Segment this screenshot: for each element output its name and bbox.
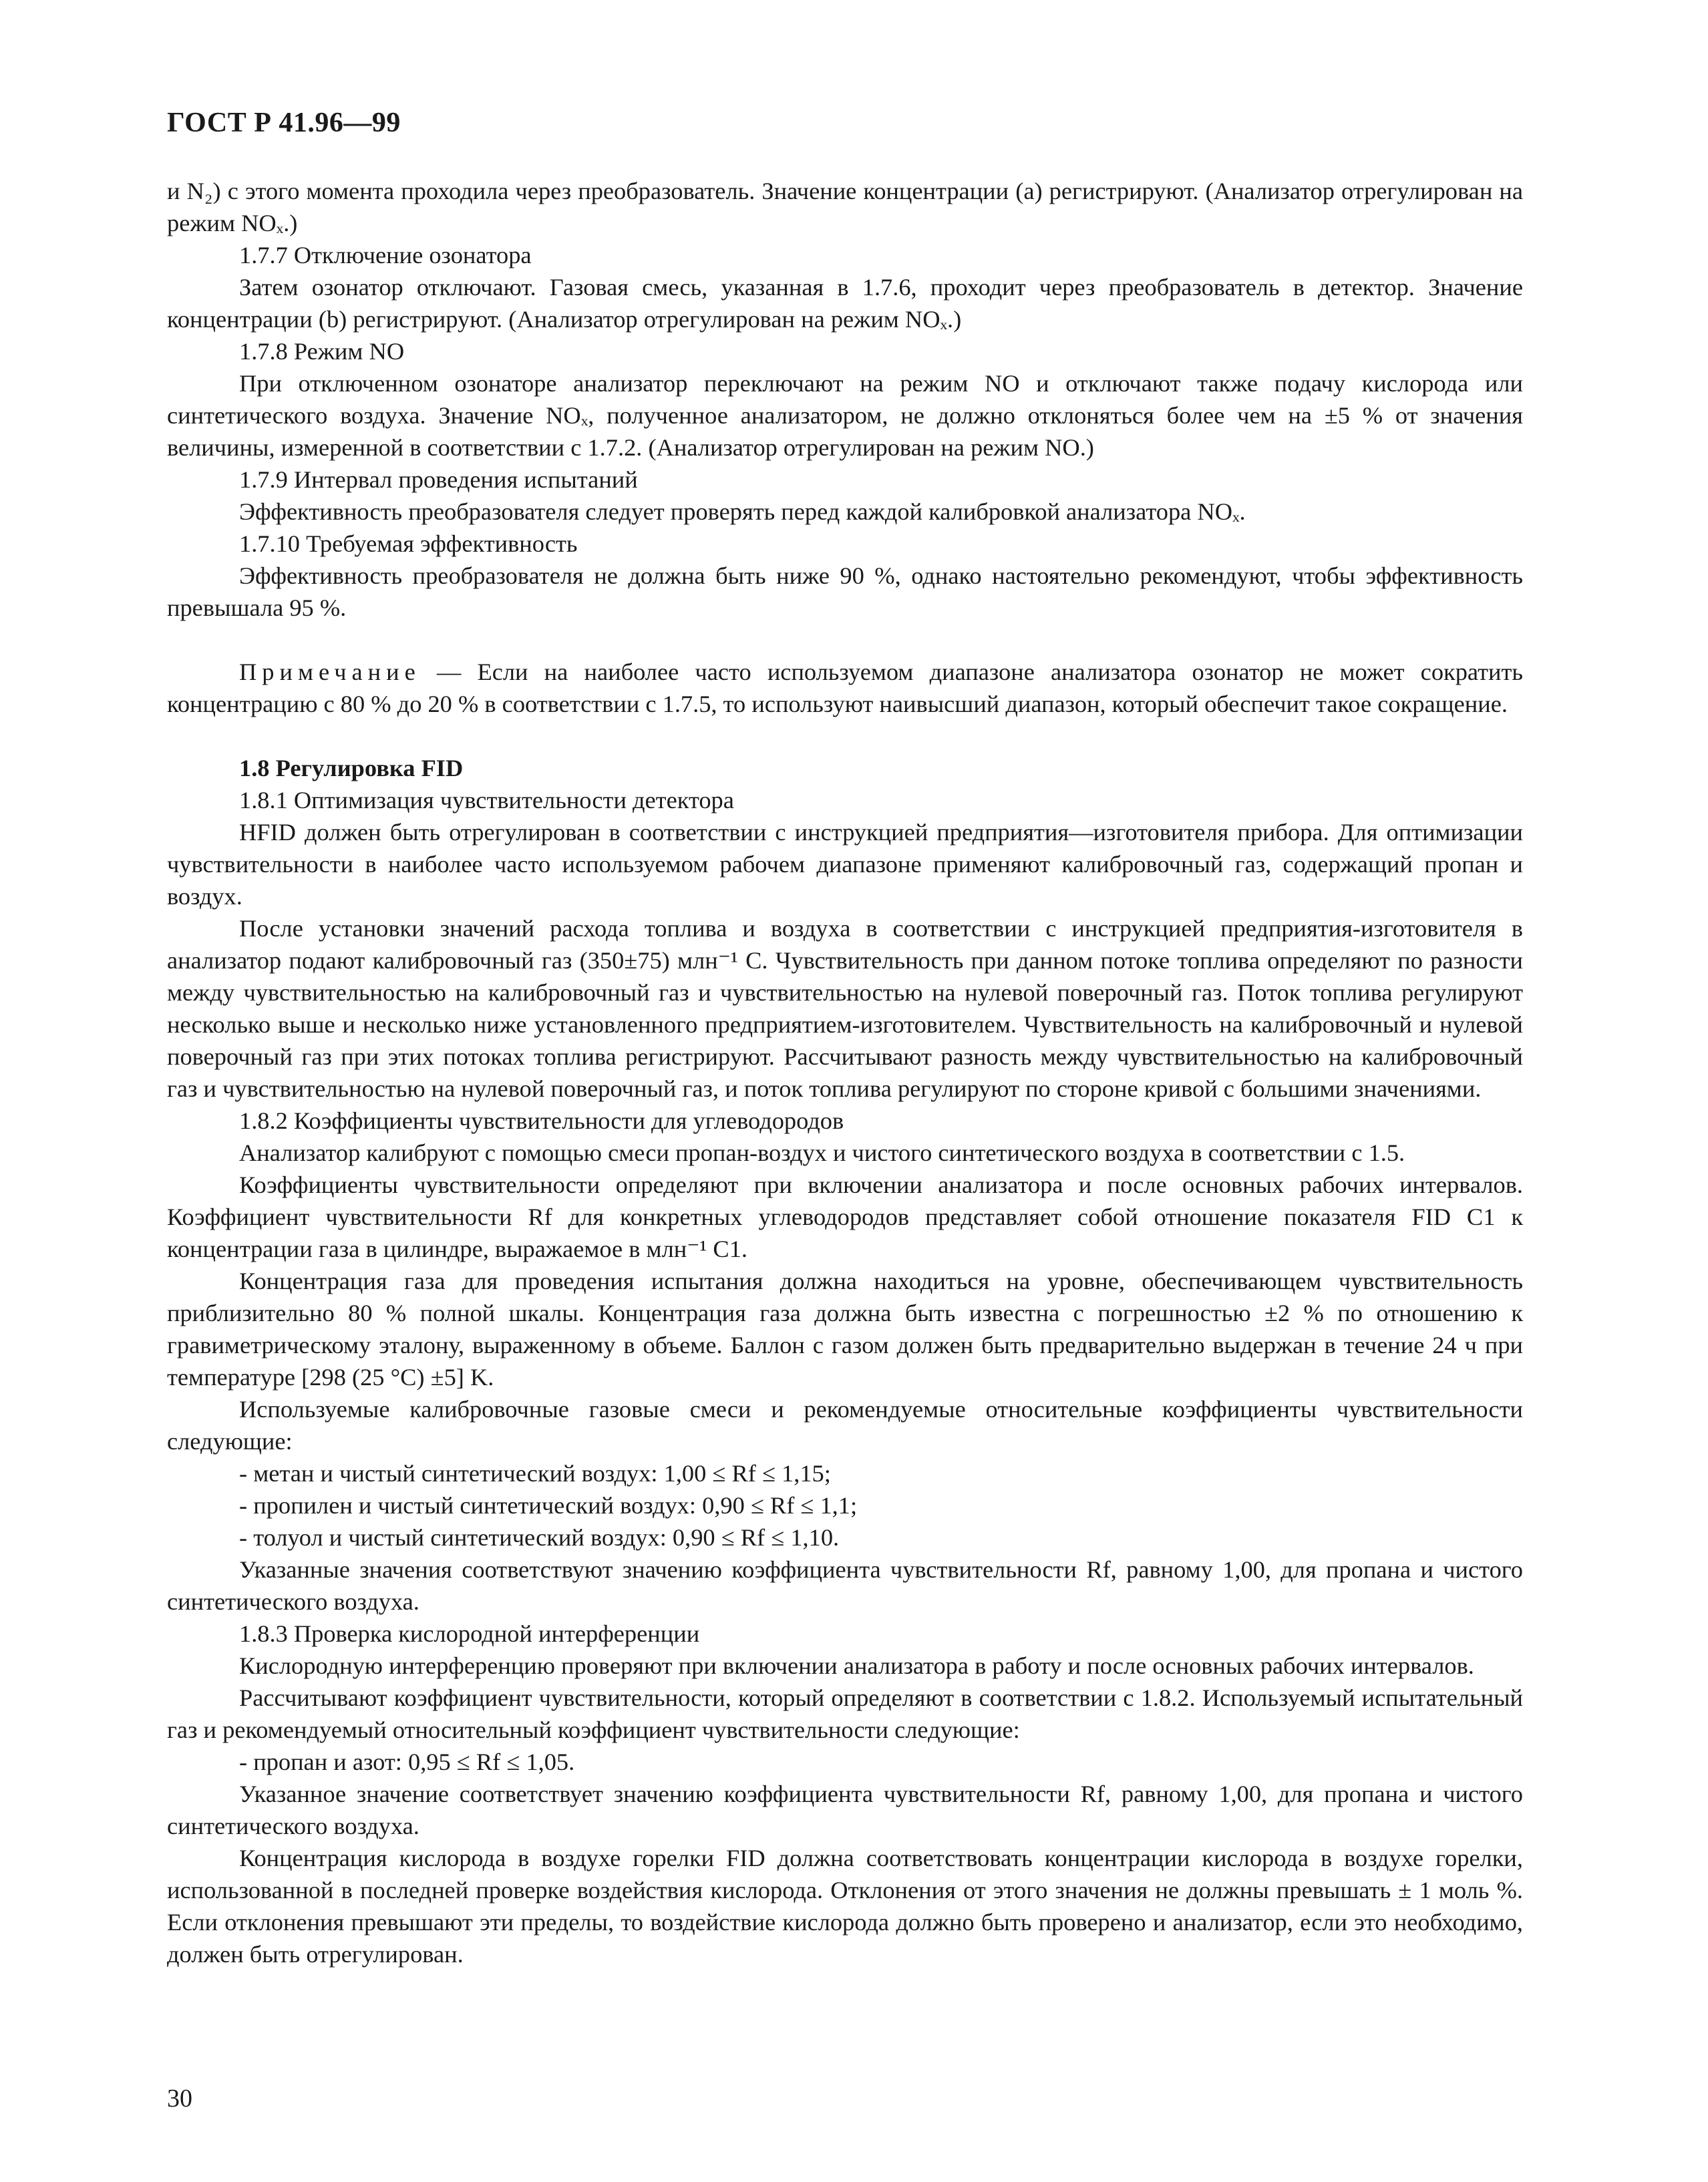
document-body — [167, 175, 1523, 1970]
paragraph: Кислородную интерференцию проверяют при включении анализатора в работу и после основных рабочих интервалов. — [239, 1652, 1474, 1679]
paragraph: Концентрация кислорода в воздухе горелки FID должна соответствовать концентрации кислорода в воздухе горелки, использованной в последней проверке воздействия кислорода. Отклонения от этого значения не должны превышать ± 1 моль %. Если отклонения превышают эти пределы, то воздействие кислорода должно быть проверено и анализатор, если это необходимо, должен быть отрегулирован. — [167, 1845, 1523, 1968]
list-item: - толуол и чистый синтетический воздух: 0,90 ≤ Rf ≤ 1,10. — [239, 1524, 840, 1551]
section-heading-1-8: 1.8 Регулировка FID — [239, 755, 464, 781]
paragraph: Используемые калибровочные газовые смеси и рекомендуемые относительные коэффициенты чувствительности следующие: — [167, 1396, 1523, 1455]
section-heading-1-7-10: 1.7.10 Требуемая эффективность — [239, 530, 578, 557]
standard-code-header: ГОСТ Р 41.96—99 — [167, 108, 401, 138]
page-number: 30 — [167, 2084, 192, 2113]
section-heading-1-8-3: 1.8.3 Проверка кислородной интерференции — [239, 1620, 700, 1647]
note-text: — Если на наиболее часто используемом диапазоне анализатора озонатор не может сократить концентрацию с 80 % до 20 % в соответствии с 1.7.5, то используют наивысший диапазон, который обеспечит такое сокращение. — [167, 659, 1523, 717]
note-label: Примечание — [239, 659, 421, 685]
section-heading-1-8-1: 1.8.1 Оптимизация чувствительности детектора — [239, 787, 734, 813]
paragraph: Анализатор калибруют с помощью смеси пропан-воздух и чистого синтетического воздуха в соответствии с 1.5. — [239, 1139, 1405, 1166]
list-item: - пропилен и чистый синтетический воздух: 0,90 ≤ Rf ≤ 1,1; — [239, 1492, 858, 1519]
paragraph: При отключенном озонаторе анализатор переключают на режим NO и отключают также подачу кислорода или синтетического воздуха. Значение NOₓ, полученное анализатором, не должно отклоняться более чем на ±5 % от значения величины, измеренной в соответствии с 1.7.2. (Анализатор отрегулирован на режим NO.) — [167, 370, 1523, 461]
section-heading-1-7-7: 1.7.7 Отключение озонатора — [239, 242, 532, 268]
paragraph: Коэффициенты чувствительности определяют при включении анализатора и после основных рабочих интервалов. Коэффициент чувствительности Rf для конкретных углеводородов представляет собой отношение показателя FID C1 к концентрации газа в цилиндре, выражаемое в млн⁻¹ C1. — [167, 1171, 1523, 1262]
list-item: - пропан и азот: 0,95 ≤ Rf ≤ 1,05. — [239, 1749, 575, 1775]
paragraph-continuation: и N₂) с этого момента проходила через преобразователь. Значение концентрации (a) регистрируют. (Анализатор отрегулирован на режим NOₓ.) — [167, 178, 1523, 236]
paragraph: Эффективность преобразователя не должна быть ниже 90 %, однако настоятельно рекомендуют, чтобы эффективность превышала 95 %. — [167, 562, 1523, 621]
paragraph: HFID должен быть отрегулирован в соответствии с инструкцией предприятия—изготовителя прибора. Для оптимизации чувствительности в наиболее часто используемом рабочем диапазоне применяют калибровочный газ, содержащий пропан и воздух. — [167, 819, 1523, 910]
paragraph: Рассчитывают коэффициент чувствительности, который определяют в соответствии с 1.8.2. Используемый испытательный газ и рекомендуемый относительный коэффициент чувствительности следующие: — [167, 1684, 1523, 1743]
paragraph: Концентрация газа для проведения испытания должна находиться на уровне, обеспечивающем чувствительность приблизительно 80 % полной шкалы. Концентрация газа должна быть известна с погрешностью ±2 % по отношению к гравиметрическому эталону, выраженному в объеме. Баллон с газом должен быть предварительно выдержан в течение 24 ч при температуре [298 (25 °C) ±5] K. — [167, 1268, 1523, 1391]
list-item: - метан и чистый синтетический воздух: 1,00 ≤ Rf ≤ 1,15; — [239, 1460, 831, 1487]
note — [167, 656, 1523, 720]
section-heading-1-8-2: 1.8.2 Коэффициенты чувствительности для углеводородов — [239, 1107, 844, 1134]
paragraph: Указанное значение соответствует значению коэффициента чувствительности Rf, равному 1,00, для пропана и чистого синтетического воздуха. — [167, 1781, 1523, 1839]
paragraph: После установки значений расхода топлива и воздуха в соответствии с инструкцией предприятия-изготовителя в анализатор подают калибровочный газ (350±75) млн⁻¹ С. Чувствительность при данном потоке топлива определяют по разности между чувствительностью на калибровочный газ и чувствительностью на нулевой поверочный газ. Поток топлива регулируют несколько выше и несколько ниже установленного предприятием-изготовителем. Чувствительность на калибровочный и нулевой поверочный газ при этих потоках топлива регистрируют. Рассчитывают разность между чувствительностью на калибровочный газ и чувствительностью на нулевой поверочный газ, и поток топлива регулируют по стороне кривой с большими значениями. — [167, 915, 1523, 1102]
paragraph: Указанные значения соответствуют значению коэффициента чувствительности Rf, равному 1,00, для пропана и чистого синтетического воздуха. — [167, 1556, 1523, 1615]
paragraph: Затем озонатор отключают. Газовая смесь, указанная в 1.7.6, проходит через преобразователь в детектор. Значение концентрации (b) регистрируют. (Анализатор отрегулирован на режим NOₓ.) — [167, 274, 1523, 333]
section-heading-1-7-9: 1.7.9 Интервал проведения испытаний — [239, 466, 638, 493]
section-heading-1-7-8: 1.7.8 Режим NO — [239, 338, 405, 365]
paragraph: Эффективность преобразователя следует проверять перед каждой калибровкой анализатора NOₓ. — [239, 498, 1246, 525]
